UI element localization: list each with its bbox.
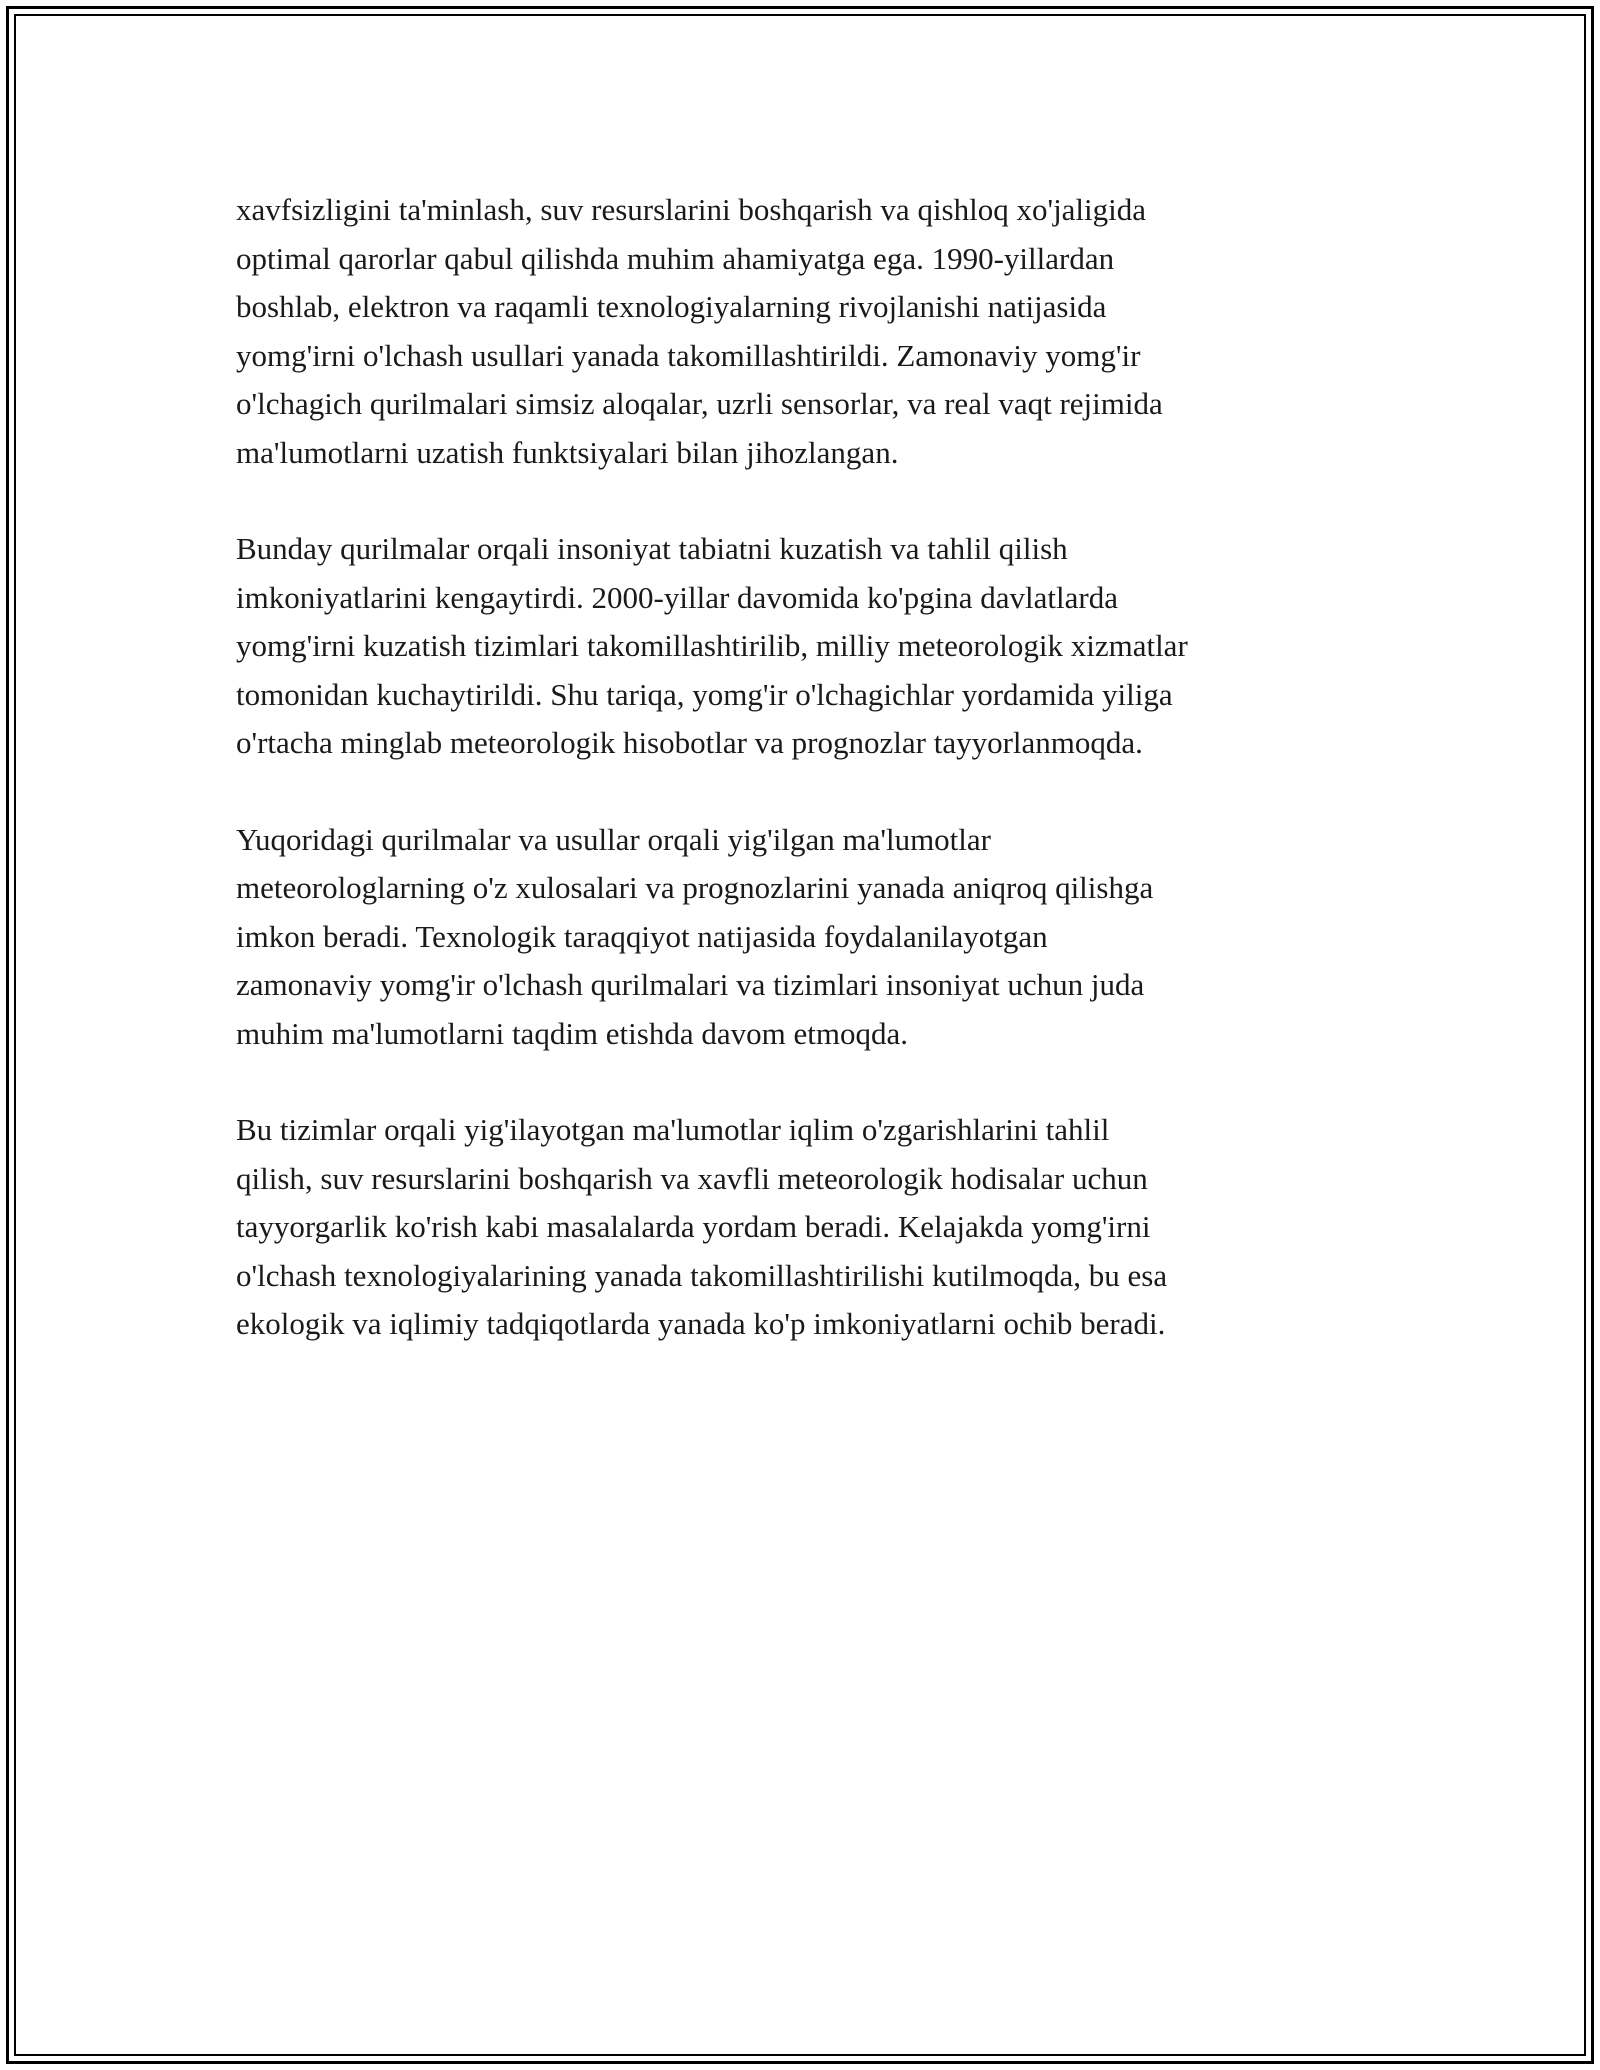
paragraph-1: xavfsizligini ta'minlash, suv resurslarini boshqarish va qishloq xo'jaligida optimal qarorlar qabul qilishda muhim ahamiyatga ega. 1990-yillardan boshlab, elektron va raqamli texnologiyalarning rivojlanishi natijasida yomg'irni o'lchash usullari yanada takomillashtirildi. Zamonaviy yomg'ir o'lchagich qurilmalari simsiz aloqalar, uzrli sensorlar, va real vaqt rejimida ma'lumotlarni uzatish funktsiyalari bilan jihozlangan. [236, 192, 1163, 470]
document-body [236, 186, 1386, 1397]
paragraph-2: Bunday qurilmalar orqali insoniyat tabiatni kuzatish va tahlil qilish imkoniyatlarini kengaytirdi. 2000-yillar davomida ko'pgina davlatlarda yomg'irni kuzatish tizimlari takomillashtirilib, milliy meteorologik xizmatlar tomonidan kuchaytirildi. Shu tariqa, yomg'ir o'lchagichlar yordamida yiliga o'rtacha minglab meteorologik hisobotlar va prognozlar tayyorlanmoqda. [236, 531, 1188, 760]
paragraph-4: Bu tizimlar orqali yig'ilayotgan ma'lumotlar iqlim o'zgarishlarini tahlil qilish, suv resurslarini boshqarish va xavfli meteorologik hodisalar uchun tayyorgarlik ko'rish kabi masalalarda yordam beradi. Kelajakda yomg'irni o'lchash texnologiyalarining yanada takomillashtirilishi kutilmoqda, bu esa ekologik va iqlimiy tadqiqotlarda yanada ko'p imkoniyatlarni ochib beradi. [236, 1112, 1168, 1341]
paragraph-3: Yuqoridagi qurilmalar va usullar orqali yig'ilgan ma'lumotlar meteorologlarning o'z xulosalari va prognozlarini yanada aniqroq qilishga imkon beradi. Texnologik taraqqiyot natijasida foydalanilayotgan zamonaviy yomg'ir o'lchash qurilmalari va tizimlari insoniyat uchun juda muhim ma'lumotlarni taqdim etishda davom etmoqda. [236, 821, 1154, 1051]
